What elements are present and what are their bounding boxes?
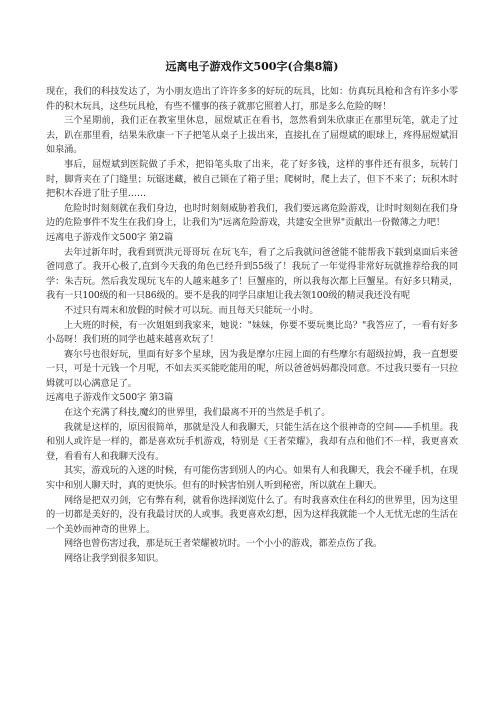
document-title: 远离电子游戏作文500字(合集8篇) [165,60,339,73]
paragraph: 网络也曾伤害过我，那是玩王者荣耀被坑时。一个小小的游戏，都差点伤了我。 [64,538,383,550]
paragraph: 我就是这样的，原因很简单，那就是没人和我聊天，只能生活在这个很神奇的空间——手机里。我和别人或许是一样的，都是喜欢玩手机游戏，特别是《王者荣耀》，我却有点和他们不一样，我更喜欢登，看看有人和我聊天没有。 [46,421,458,462]
paragraph-intro: 现在，我们的科技发达了，为小朋友造出了许许多多的好玩的玩具，比如：仿真玩具枪和含有许多小零件的积木玩具，这些玩具枪，有些不懂事的孩子就那它照着人打，那是多么危险的呀！ [46,86,458,112]
paragraph: 其实，游戏玩的入迷的时候，有可能伤害到别人的内心。如果有人和我聊天，我会不碰手机，在现实中和别人聊天时，真的更快乐。但有的时候害怕别人听到秘密，所以就在上聊天。 [46,465,458,492]
paragraph: 网络让我学到很多知识。 [64,553,164,564]
section-heading-3: 远离电子游戏作文500字 第3篇 [46,392,174,404]
paragraph: 去年过新年时，我看到贾洪元哥哥玩 在玩飞车，看了之后我就问爸爸能不能帮我下载到桌面后来爸爸同意了。我开心极了,直到今天我的角色已经升到55级了！我玩了一年觉得非常好玩就推荐给我的同学：朱吉玩。然后我发现玩飞车的人越来越多了！巨蟹座的，所以我每次都上巨蟹星。有好多只精灵，我有一只100级的和一只86级的。要不是我的同学吕康旭让我去领100级的精灵我还没有呢 [46,246,458,302]
paragraph: 赛尔号也很好玩，里面有好多个星球，因为我是摩尔庄园上面的有些摩尔有超级拉姆，我一直想要一只，可是十元钱一个月呢，不如去买买能吃能用的呢，所以爸爸妈妈都没同意。不过我只要有一只拉姆就可以心满意足了。 [46,348,458,389]
paragraph: 网络是把双刃剑，它有弊有利，就看你选择浏览什么了。有时我喜欢住在科幻的世界里，因为这里的一切都是美好的，没有我最讨厌的人或事。我更喜欢幻想，因为这样我就能一个人无忧无虑的生活在一个美妙而神奇的世界上。 [46,494,458,535]
paragraph: 事后，屈煜斌到医院做了手术，把铅笔头取了出来，花了好多钱，这样的事件还有很多，玩转门时，脚背夹在了门缝里；玩锯迷藏，被自己锁在了箱子里；爬树时，爬上去了，但下不来了；玩积木时把积木吞进了肚子里…… [46,158,458,200]
paragraph: 危险时时刻刻就在我们身边，也时时刻刻威胁着我们，我们要远离危险游戏，让时时刻刻在我们身边的危险事件不发生在我们身上，让我们为"远离危险游戏，共建安全世界"贡献出一份微薄之力吧！ [46,202,458,229]
paragraph: 不过只有周末和放假的时候才可以玩。而且每天只能玩一小时。 [64,304,319,316]
paragraph: 在这个充满了科技,魔幻的世界里，我们最离不开的当然是手机了。 [64,407,331,419]
paragraph: 三个星期前，我们正在教室里休息，屈煜斌正在看书，忽然看到朱欣康正在那里玩笔，就走了过去，趴在那里看，结果朱欣康一下子把笔从桌子上拔出来，直接扎在了屈煜斌的眼球上，疼得屈煜斌泪如泉涌。 [46,115,458,156]
section-heading-2: 远离电子游戏作文500字 第2篇 [46,231,174,243]
paragraph: 上大班的时候，有一次姐姐到我家来，她说："妹妹，你要不要玩奥比岛？"我答应了，一看有好多小岛呀！我们班的同学也越来越喜欢玩了！ [46,319,458,346]
